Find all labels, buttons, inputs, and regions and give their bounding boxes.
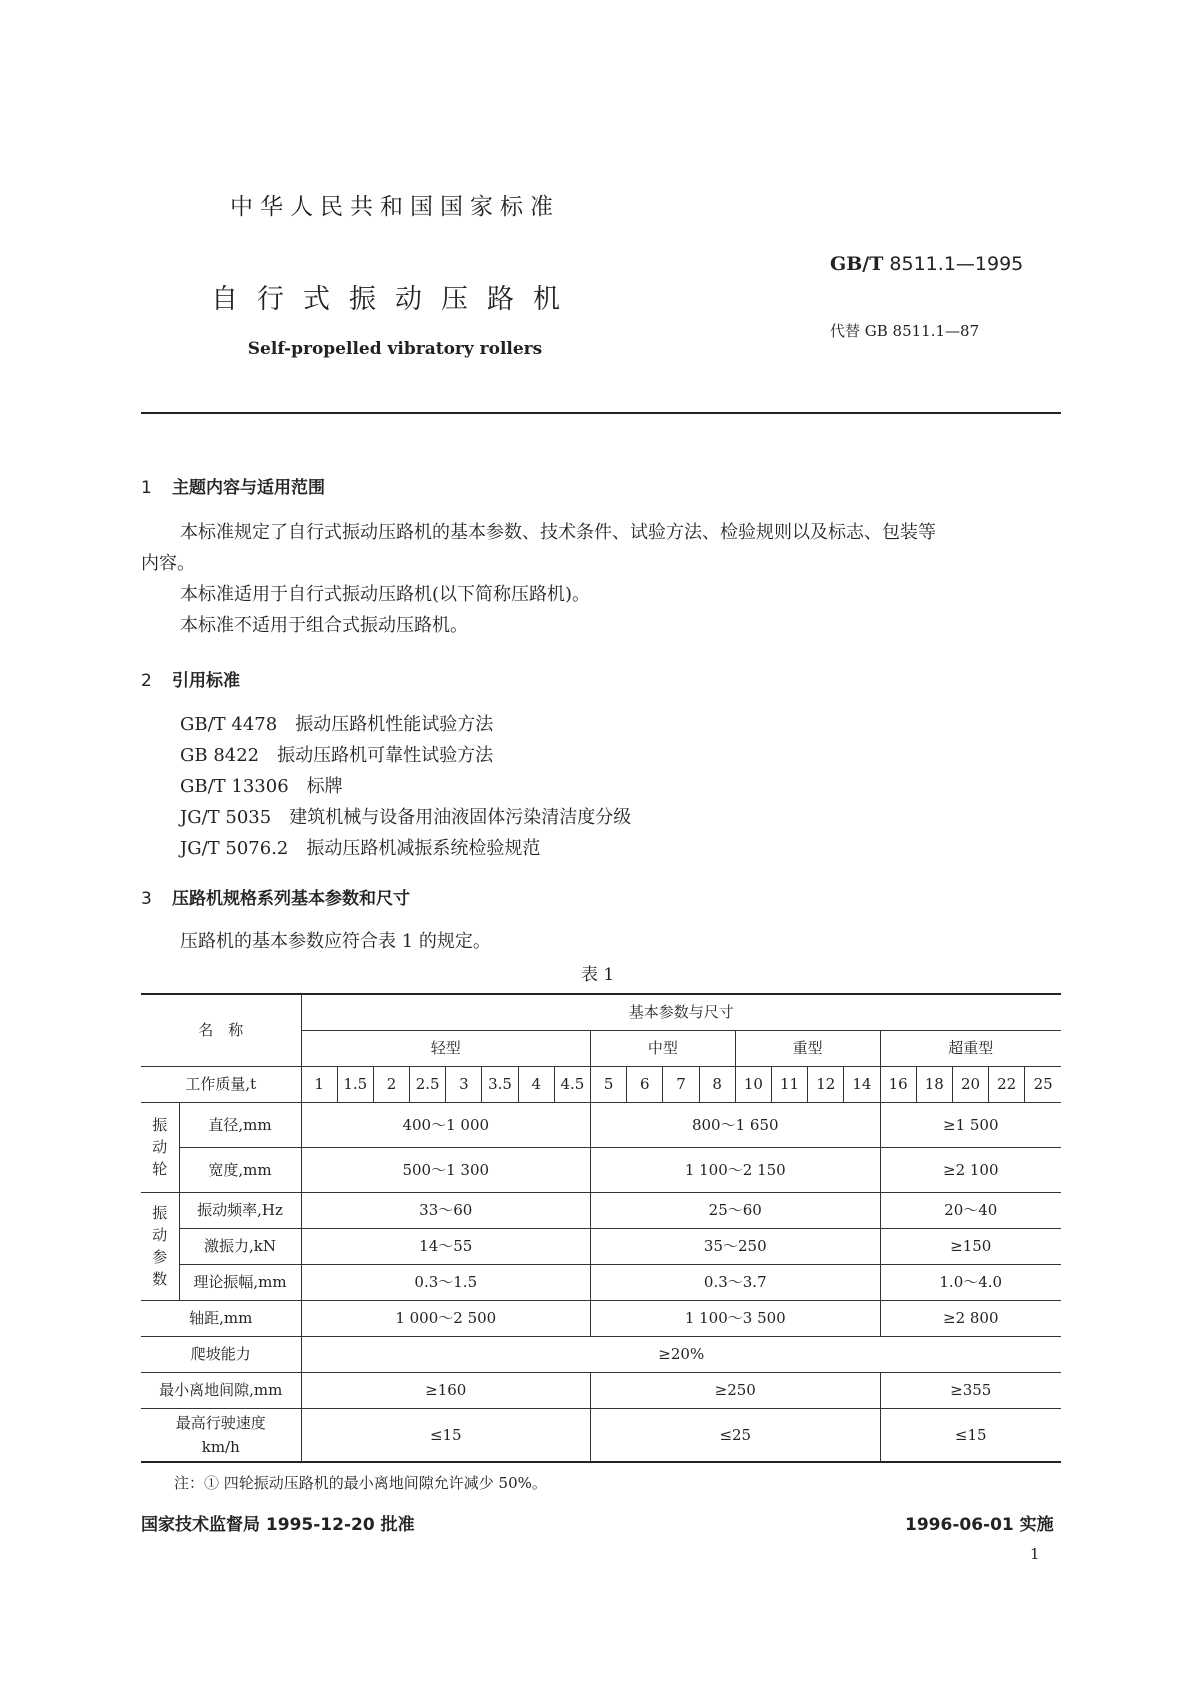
drum-width-medium-heavy: 1 100～2 150 [591, 1147, 881, 1192]
section-3-title: 压路机规格系列基本参数和尺寸 [172, 889, 410, 909]
amplitude-label: 理论振幅,mm [179, 1264, 301, 1300]
clearance-medium-heavy: ≥250 [591, 1372, 881, 1408]
table-note: 注：① 四轮振动压路机的最小离地间隙允许减少 50%。 [174, 1474, 547, 1492]
speed-label-line-2: km/h [201, 1437, 240, 1456]
force-extra-heavy: ≥150 [880, 1228, 1061, 1264]
mass-cell: 2 [373, 1066, 409, 1102]
mass-cell: 7 [663, 1066, 699, 1102]
amplitude-medium-heavy: 0.3～3.7 [591, 1264, 881, 1300]
standard-title-en: Self-propelled vibratory rollers [247, 339, 543, 359]
approval-line: 国家技术监督局 1995-12-20 批准 [141, 1515, 415, 1535]
mass-cell: 12 [808, 1066, 844, 1102]
force-label: 激振力,kN [179, 1228, 301, 1264]
drum-diameter-medium-heavy: 800～1 650 [591, 1102, 881, 1147]
reference-item [180, 772, 343, 798]
class-light: 轻型 [301, 1030, 591, 1066]
reference-code: JG/T 5035 [180, 807, 272, 828]
drum-group-label: 振 动 轮 [141, 1102, 179, 1192]
wheelbase-label: 轴距,mm [141, 1300, 301, 1336]
mass-cell: 1 [301, 1066, 337, 1102]
class-extra-heavy: 超重型 [880, 1030, 1061, 1066]
national-standard-heading: 中华人民共和国国家标准 [230, 194, 560, 220]
reference-item [180, 710, 493, 736]
drum-width-extra-heavy: ≥2 100 [880, 1147, 1061, 1192]
mass-cell: 18 [916, 1066, 952, 1102]
section-1-paragraph-2: 本标准适用于自行式振动压路机(以下简称压路机)。 [180, 584, 591, 605]
drum-width-label: 宽度,mm [179, 1147, 301, 1192]
section-1-paragraph-3: 本标准不适用于组合式振动压路机。 [180, 615, 468, 636]
mass-cell: 6 [627, 1066, 663, 1102]
reference-code: GB/T 13306 [180, 776, 289, 797]
reference-title: 建筑机械与设备用油液固体污染清洁度分级 [289, 807, 632, 828]
mass-cell: 5 [591, 1066, 627, 1102]
mass-cell: 3.5 [482, 1066, 518, 1102]
force-light: 14～55 [301, 1228, 591, 1264]
mass-cell: 14 [844, 1066, 880, 1102]
section-2-number: 2 [141, 671, 152, 691]
frequency-extra-heavy: 20～40 [880, 1192, 1061, 1228]
mass-label: 工作质量,t [141, 1066, 301, 1102]
mass-cell: 11 [771, 1066, 807, 1102]
vibration-group-label: 振 动 参 数 [141, 1192, 179, 1300]
clearance-extra-heavy: ≥355 [880, 1372, 1061, 1408]
clearance-label: 最小离地间隙,mm [141, 1372, 301, 1408]
reference-code: GB/T 4478 [180, 714, 278, 735]
reference-item [180, 741, 493, 767]
reference-title: 振动压路机性能试验方法 [295, 714, 494, 735]
reference-code: GB 8422 [180, 745, 260, 766]
header-divider [141, 412, 1061, 414]
mass-cell: 4.5 [554, 1066, 590, 1102]
parameters-table [141, 993, 1061, 1463]
section-3-paragraph: 压路机的基本参数应符合表 1 的规定。 [180, 931, 491, 952]
mass-cell: 4 [518, 1066, 554, 1102]
mass-cell: 22 [989, 1066, 1025, 1102]
amplitude-extra-heavy: 1.0～4.0 [880, 1264, 1061, 1300]
speed-label [141, 1408, 301, 1462]
section-1-paragraph-1-cont: 内容。 [141, 553, 195, 574]
reference-item [180, 803, 631, 829]
speed-label-line-1: 最高行驶速度 [175, 1413, 266, 1432]
mass-cell: 10 [735, 1066, 771, 1102]
frequency-light: 33～60 [301, 1192, 591, 1228]
reference-title: 振动压路机减振系统检验规范 [306, 838, 541, 859]
clearance-light: ≥160 [301, 1372, 591, 1408]
reference-item [180, 834, 540, 860]
wheelbase-medium-heavy: 1 100～3 500 [591, 1300, 881, 1336]
force-medium-heavy: 35～250 [591, 1228, 881, 1264]
drum-diameter-extra-heavy: ≥1 500 [880, 1102, 1061, 1147]
speed-extra-heavy: ≤15 [880, 1408, 1061, 1462]
implementation-line: 1996-06-01 实施 [905, 1515, 1054, 1535]
section-3-number: 3 [141, 889, 152, 909]
mass-cell: 3 [446, 1066, 482, 1102]
table-name-header: 名 称 [141, 994, 301, 1066]
drum-diameter-label: 直径,mm [179, 1102, 301, 1147]
drum-width-light: 500～1 300 [301, 1147, 591, 1192]
section-1-number: 1 [141, 478, 152, 498]
frequency-label: 振动频率,Hz [179, 1192, 301, 1228]
mass-cell: 2.5 [410, 1066, 446, 1102]
section-2-heading [141, 666, 240, 691]
reference-code: JG/T 5076.2 [180, 838, 289, 859]
climb-label: 爬坡能力 [141, 1336, 301, 1372]
wheelbase-light: 1 000～2 500 [301, 1300, 591, 1336]
mass-cell: 1.5 [337, 1066, 373, 1102]
mass-cell: 20 [952, 1066, 988, 1102]
section-2-title: 引用标准 [172, 671, 240, 691]
section-1-title: 主题内容与适用范围 [172, 478, 325, 498]
table-caption: 表 1 [581, 965, 615, 985]
speed-light: ≤15 [301, 1408, 591, 1462]
class-heavy: 重型 [735, 1030, 880, 1066]
table-params-header: 基本参数与尺寸 [301, 994, 1061, 1030]
standard-title-cn: 自行式振动压路机 [211, 284, 579, 315]
standard-prefix: GB/T [830, 253, 884, 275]
section-1-heading [141, 473, 325, 498]
reference-title: 振动压路机可靠性试验方法 [277, 745, 494, 766]
mass-cell: 16 [880, 1066, 916, 1102]
standard-number: 8511.1—1995 [889, 253, 1024, 275]
section-3-heading [141, 884, 410, 909]
page-number: 1 [1030, 1545, 1040, 1563]
mass-cell: 8 [699, 1066, 735, 1102]
amplitude-light: 0.3～1.5 [301, 1264, 591, 1300]
frequency-medium-heavy: 25～60 [591, 1192, 881, 1228]
drum-diameter-light: 400～1 000 [301, 1102, 591, 1147]
wheelbase-extra-heavy: ≥2 800 [880, 1300, 1061, 1336]
class-medium: 中型 [591, 1030, 736, 1066]
standard-code [830, 253, 1023, 275]
replaces-note: 代替 GB 8511.1—87 [830, 322, 980, 340]
mass-cell: 25 [1025, 1066, 1061, 1102]
section-1-paragraph-1: 本标准规定了自行式振动压路机的基本参数、技术条件、试验方法、检验规则以及标志、包装等 [180, 522, 936, 543]
climb-value: ≥20% [301, 1336, 1061, 1372]
reference-title: 标牌 [306, 776, 343, 797]
speed-medium-heavy: ≤25 [591, 1408, 881, 1462]
